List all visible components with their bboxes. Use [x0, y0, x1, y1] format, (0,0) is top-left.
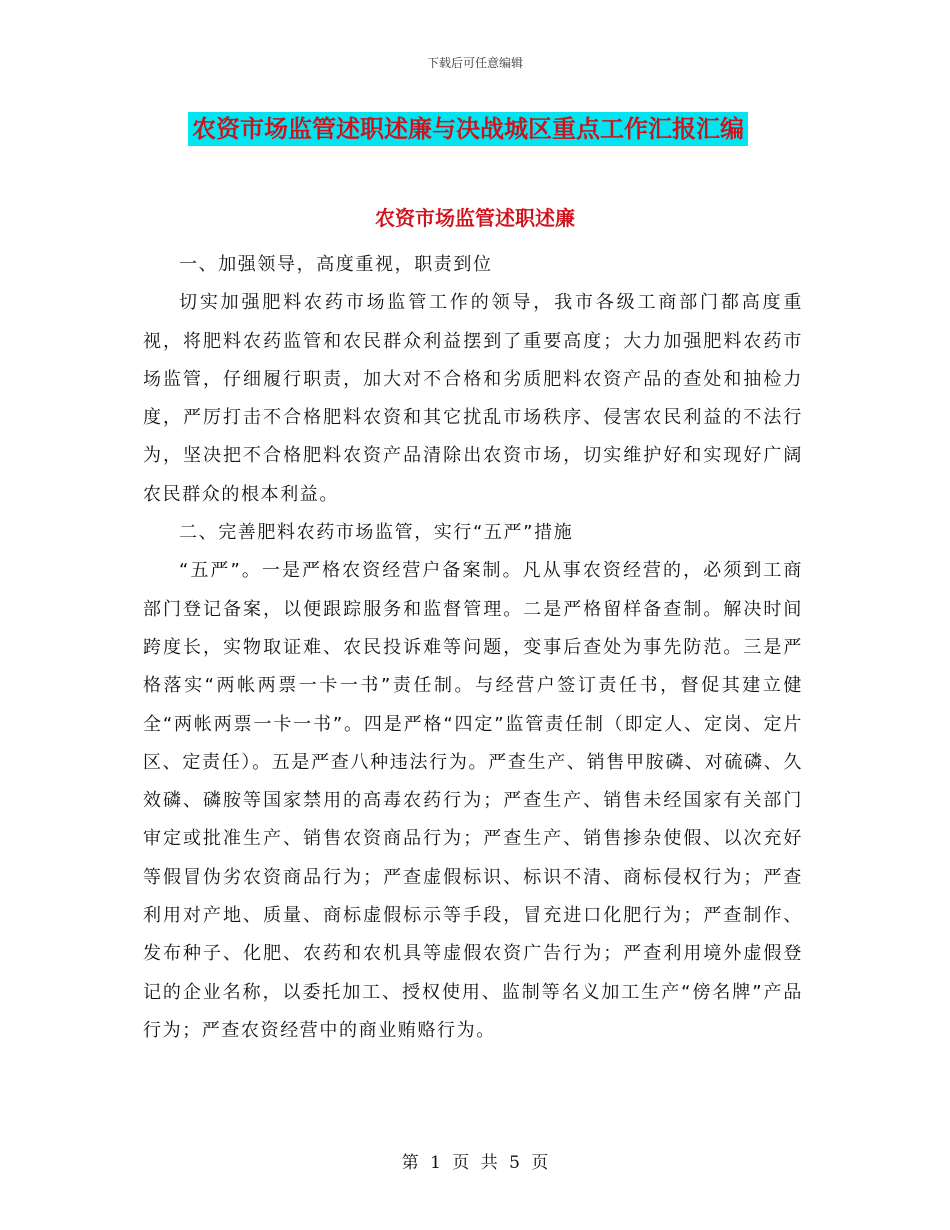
- page-number: 第 1 页 共 5 页: [401, 1153, 549, 1173]
- heading-paragraph-1: 一、加强领导，高度重视，职责到位: [179, 254, 493, 275]
- body-paragraph-2: “五严”。一是严格农资经营户备案制。凡从事农资经营的，必须到工商部门登记备案，以便跟踪服务和监督管理。二是严格留样备查制。解决时间跨度长，实物取证难、农民投诉难等问题，变事后查处为事先防范。三是严格落实“两帐两票一卡一书”责任制。与经营户签订责任书，督促其建立健全“两帐两票一卡一书”。四是严格“四定”监管责任制（即定人、定岗、定片区、定责任）。五是严查八种违法行为。严查生产、销售甲胺磷、对硫磷、久效磷、磷胺等国家禁用的高毒农药行为；严查生产、销售未经国家有关部门审定或批准生产、销售农资商品行为；严查生产、销售掺杂使假、以次充好等假冒伪劣农资商品行为；严查虚假标识、标识不清、商标侵权行为；严查利用对产地、质量、商标虚假标示等手段，冒充进口化肥行为；严查制作、发布种子、化肥、农药和农机具等虚假农资广告行为；严查利用境外虚假登记的企业名称，以委托加工、授权使用、监制等名义加工生产“傍名牌”产品行为；严查农资经营中的商业贿赂行为。: [143, 560, 803, 1041]
- document-title: 农资市场监管述职述廉与决战城区重点工作汇报汇编: [188, 112, 748, 146]
- section-title: 农资市场监管述职述廉: [375, 206, 575, 230]
- header-note: 下载后可任意编辑: [426, 56, 523, 70]
- document-body: [143, 246, 803, 1050]
- heading-paragraph-2: 二、完善肥料农药市场监管，实行“五严”措施: [179, 522, 574, 544]
- body-paragraph-1: 切实加强肥料农药市场监管工作的领导，我市各级工商部门都高度重视，将肥料农药监管和农民群众利益摆到了重要高度；大力加强肥料农药市场监管，仔细履行职责，加大对不合格和劣质肥料农资产品的查处和抽检力度，严厉打击不合格肥料农资和其它扰乱市场秩序、侵害农民利益的不法行为，坚决把不合格肥料农资产品清除出农资市场，切实维护好和实现好广阔农民群众的根本利益。: [143, 292, 803, 505]
